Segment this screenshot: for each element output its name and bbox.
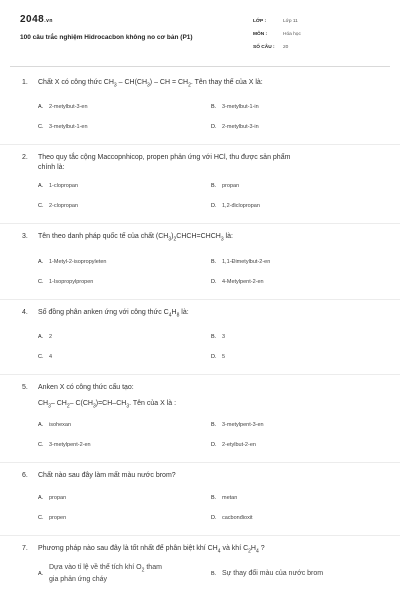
question-number: 4.: [22, 308, 28, 316]
question-number: 2.: [22, 154, 28, 162]
header-divider: [10, 66, 390, 67]
logo-text: 2048: [20, 14, 45, 25]
option-a[interactable]: A. 2: [38, 334, 53, 341]
question-text: Tên theo danh pháp quốc tế của chất $(CH_3)_2CHCH=CHCH_3$ là:: [38, 233, 233, 243]
option-a[interactable]: A. Dựa vào tỉ lệ về thể tích khí $O_2$ tham gia phản ứng cháy: [38, 563, 162, 584]
question-number: 1.: [22, 79, 28, 86]
question-text: Theo quy tắc cộng Maccopnhicop, propen phản ứng với HCl, thu được sản phẩm: [38, 154, 291, 162]
logo-suffix: .vn: [44, 18, 53, 24]
class-label: LỚP :: [253, 19, 267, 24]
question-5: [22, 383, 382, 454]
question-divider: [0, 462, 400, 463]
question-text: Chất X có công thức $CH_3 - CH(CH_3)$ – CH = $CH_2$. Tên thay thế của X là:: [38, 79, 263, 89]
question-divider: [0, 144, 400, 145]
option-b[interactable]: B. 3-metylbut-1-in: [211, 104, 259, 111]
question-divider: [0, 535, 400, 536]
option-d[interactable]: D. cacbonđioxit: [211, 514, 253, 521]
option-b[interactable]: B. metan: [211, 494, 238, 501]
option-c[interactable]: C. propen: [38, 514, 67, 521]
question-3: [22, 232, 382, 291]
question-4: [22, 308, 382, 367]
option-d[interactable]: D. 2-etylbut-2-en: [211, 441, 256, 448]
option-a[interactable]: A. 1-clopropan: [38, 183, 79, 190]
option-a[interactable]: A. 2-metylbut-3-en: [38, 104, 88, 111]
question-divider: [0, 223, 400, 224]
question-7: [22, 544, 382, 584]
question-2: [22, 153, 382, 216]
document-title: 100 câu trắc nghiệm Hidrocacbon không no cơ bản (P1): [20, 34, 193, 41]
option-b[interactable]: B. propan: [211, 183, 240, 190]
option-text: Dựa vào tỉ lệ về thể tích khí $O_2$ tham gia phản ứng cháy: [49, 563, 162, 584]
option-b[interactable]: B. 3: [211, 334, 226, 341]
subject-label: MÔN :: [253, 32, 268, 37]
subject-value: Hóa học: [283, 32, 301, 37]
question-number: 5.: [22, 384, 28, 392]
option-c[interactable]: C. 3-metylbut-1-en: [38, 124, 88, 131]
option-d[interactable]: D. 1,2-điclopropan: [211, 203, 260, 210]
question-text: Chất nào sau đây làm mất màu nước brom?: [38, 471, 176, 479]
option-a[interactable]: A. propan: [38, 494, 67, 501]
question-divider: [0, 299, 400, 300]
question-divider: [0, 374, 400, 375]
question-text: Số đồng phân anken ứng với công thức $C_4H_8$ là:: [38, 308, 189, 319]
question-count-value: 20: [283, 45, 289, 50]
question-list: [0, 78, 400, 584]
option-c[interactable]: C. 3-metylpent-2-en: [38, 441, 91, 448]
option-d[interactable]: D. 2-metylbut-3-in: [211, 124, 259, 131]
structural-formula: $CH_3-$ $CH_2-$ $C(CH_3)=CH-CH_3$. Tên của X là :: [38, 400, 177, 410]
option-b[interactable]: B. 3-metylpent-3-en: [211, 421, 264, 428]
question-6: [22, 471, 382, 528]
question-1: [22, 78, 382, 137]
question-number: 7.: [22, 544, 28, 552]
header: [0, 0, 400, 62]
option-d[interactable]: D. 4-Metylpent-2-en: [211, 278, 264, 285]
question-count-label: SỐ CÂU :: [253, 45, 275, 50]
question-text-continued: chính là:: [38, 164, 65, 172]
site-logo[interactable]: [20, 14, 53, 25]
option-b[interactable]: B. Sự thay đổi màu của nước brom: [211, 570, 324, 578]
meta-info: [253, 15, 301, 54]
option-a[interactable]: A. isohexan: [38, 421, 72, 428]
question-text: Phương pháp nào sau đây là tốt nhất để phân biệt khí $CH_4$ và khí $C_2H_4$ ?: [38, 544, 265, 554]
option-a[interactable]: A. 1-Metyl-2-isopropyleten: [38, 258, 107, 265]
option-c[interactable]: C. 2-clopropan: [38, 203, 79, 210]
question-text: Anken X có công thức cấu tạo:: [38, 384, 134, 392]
class-value: Lớp 11: [283, 19, 298, 24]
question-number: 6.: [22, 471, 28, 479]
option-d[interactable]: D. 5: [211, 354, 226, 361]
option-c[interactable]: C. 1-Isopropylpropen: [38, 278, 94, 285]
question-number: 3.: [22, 233, 28, 241]
option-c[interactable]: C. 4: [38, 354, 53, 361]
option-b[interactable]: B. 1,1-Đimetylbut-2-en: [211, 258, 271, 265]
